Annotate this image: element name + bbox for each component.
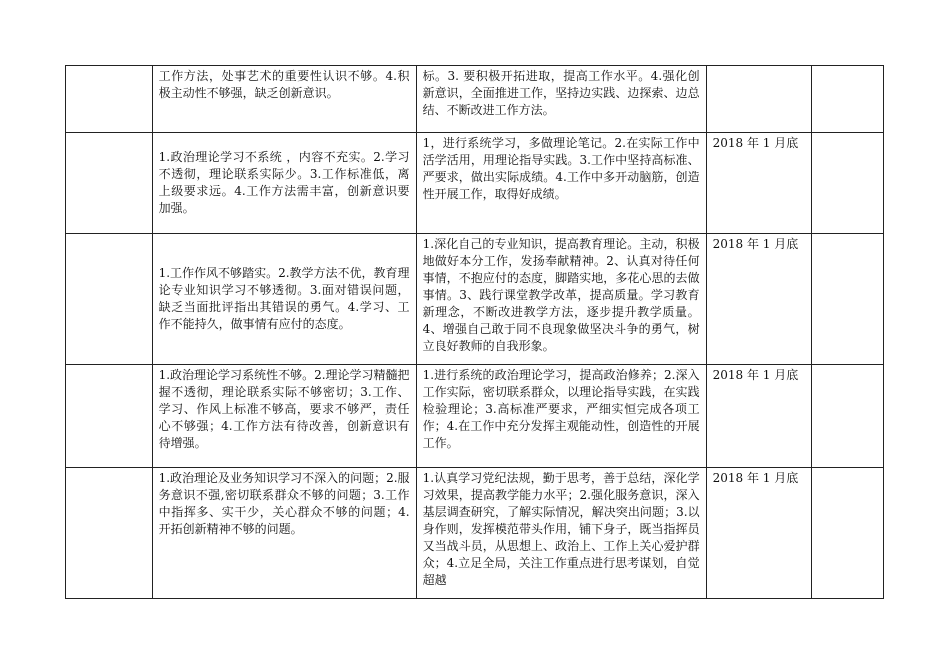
problems-cell: 1.政治理论及业务知识学习不深入的问题；2.服务意识不强,密切联系群众不够的问题；3.工作中指挥多、实干少，关心群众不够的问题；4.开拓创新精神不够的问题。 <box>152 468 416 599</box>
problems-cell: 1.政治理论学习不系统 ，内容不充实。2.学习不透彻，理论联系实际少。3.工作标准低，离上级要求远。4.工作方法需丰富，创新意识要加强。 <box>152 133 416 234</box>
remarks-cell <box>811 66 883 133</box>
remarks-cell <box>811 365 883 468</box>
table-row <box>66 468 884 599</box>
remarks-cell <box>811 133 883 234</box>
remarks-cell <box>811 468 883 599</box>
name-cell <box>66 468 153 599</box>
deadline-cell <box>706 66 811 133</box>
deadline-cell: 2018 年 1 月底 <box>706 468 811 599</box>
table-row <box>66 234 884 365</box>
name-cell <box>66 234 153 365</box>
deadline-cell: 2018 年 1 月底 <box>706 234 811 365</box>
problems-cell: 工作方法，处事艺术的重要性认识不够。4.积极主动性不够强，缺乏创新意识。 <box>152 66 416 133</box>
name-cell <box>66 133 153 234</box>
table-row <box>66 365 884 468</box>
measures-cell: 1，进行系统学习，多做理论笔记。2.在实际工作中活学活用，用理论指导实践。3.工作中坚持高标准、严要求，做出实际成绩。4.工作中多开动脑筋，创造性开展工作，取得好成绩。 <box>416 133 706 234</box>
problems-cell: 1.工作作风不够踏实。2.教学方法不优，教育理论专业知识学习不够透彻。3.面对错误问题，缺乏当面批评指出其错误的勇气。4.学习、工作不能持久，做事情有应付的态度。 <box>152 234 416 365</box>
measures-cell: 1.进行系统的政治理论学习，提高政治修养；2.深入工作实际，密切联系群众，以理论指导实践，在实践检验理论；3.高标准严要求，严细实恒完成各项工作；4.在工作中充分发挥主观能动性，创造性的开展工作。 <box>416 365 706 468</box>
measures-cell: 1.深化自己的专业知识，提高教育理论。主动，积极地做好本分工作，发扬奉献精神。2、认真对待任何事情，不抱应付的态度，脚踏实地，多花心思的去做事情。3、践行课堂教学改革，提高质量。学习教育新理念，不断改进教学方法，逐步提升教学质量。4、增强自己敢于同不良现象做坚决斗争的勇气，树立良好教师的自我形象。 <box>416 234 706 365</box>
name-cell <box>66 66 153 133</box>
rectification-table <box>65 65 884 599</box>
name-cell <box>66 365 153 468</box>
deadline-cell: 2018 年 1 月底 <box>706 365 811 468</box>
remarks-cell <box>811 234 883 365</box>
measures-cell: 1.认真学习党纪法规，勤于思考，善于总结，深化学习效果，提高教学能力水平；2.强化服务意识，深入基层调查研究，了解实际情况，解决突出问题；3.以身作则，发挥模范带头作用，铺下身子，既当指挥员又当战斗员，从思想上、政治上、工作上关心爱护群众；4.立足全局，关注工作重点进行思考谋划，自觉超越 <box>416 468 706 599</box>
table-row <box>66 133 884 234</box>
table-row <box>66 66 884 133</box>
measures-cell: 标。3. 要积极开拓进取，提高工作水平。4.强化创新意识，全面推进工作，坚持边实践、边探索、边总结、不断改进工作方法。 <box>416 66 706 133</box>
deadline-cell: 2018 年 1 月底 <box>706 133 811 234</box>
problems-cell: 1.政治理论学习系统性不够。2.理论学习精髓把握不透彻，理论联系实际不够密切；3.工作、学习、作风上标准不够高，要求不够严，责任心不够强；4.工作方法有待改善，创新意识有待增强。 <box>152 365 416 468</box>
